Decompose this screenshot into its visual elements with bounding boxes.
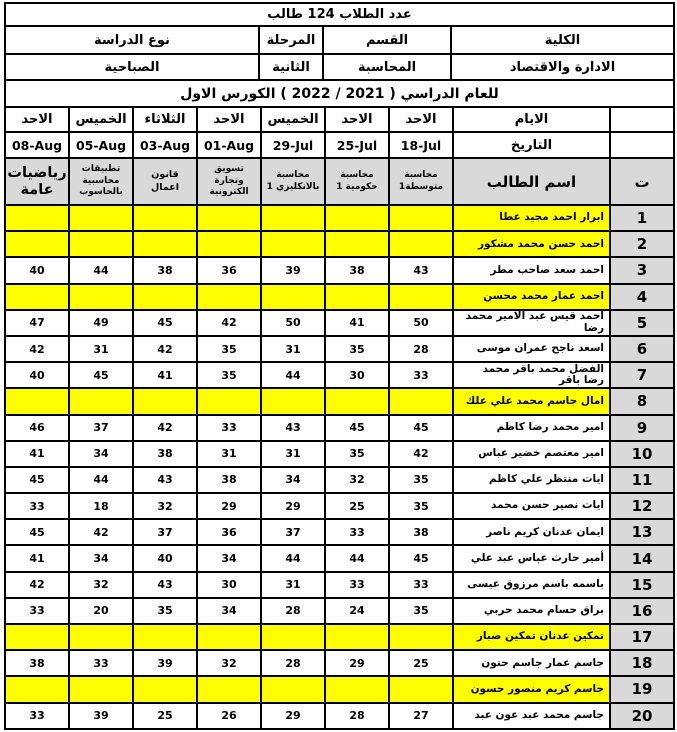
row-number-cell: 12 (611, 494, 673, 518)
grade-cell: 35 (198, 363, 260, 387)
student-name-cell: احمد سعد صاحب مطر (454, 258, 609, 282)
stage-label: المرحلة (260, 27, 322, 53)
student-name-cell: احمد عمار محمد محسن (454, 285, 609, 309)
subject-header: محاسبة بالانكليزي 1 (262, 159, 324, 204)
grade-cell: 31 (70, 337, 132, 361)
grade-cell: 50 (390, 311, 452, 335)
grade-cell: 44 (70, 258, 132, 282)
info-table (4, 2, 675, 108)
student-name-cell: تمكين عدنان تمكين صبار (454, 625, 609, 649)
dates-row-corner-cell (611, 133, 673, 157)
grade-cell: 29 (262, 494, 324, 518)
row-number-cell: 8 (611, 389, 673, 413)
subject-header: محاسبة حكومية 1 (326, 159, 388, 204)
grade-cell: 32 (198, 651, 260, 675)
grade-cell: 38 (198, 468, 260, 492)
grade-cell: 38 (134, 258, 196, 282)
grade-cell: 47 (6, 311, 68, 335)
grade-cell: 35 (198, 337, 260, 361)
grade-cell: 42 (390, 442, 452, 466)
grade-cell (390, 232, 452, 256)
grade-cell: 35 (134, 599, 196, 623)
grade-cell: 31 (262, 442, 324, 466)
subject-header: محاسبة متوسطة1 (390, 159, 452, 204)
grade-cell: 38 (134, 442, 196, 466)
grade-cell (326, 625, 388, 649)
grade-cell: 33 (198, 416, 260, 440)
grade-cell: 36 (198, 258, 260, 282)
grade-cell (390, 206, 452, 230)
grade-cell: 41 (6, 546, 68, 570)
grade-cell: 35 (326, 337, 388, 361)
grade-cell: 45 (390, 546, 452, 570)
grade-cell: 45 (134, 311, 196, 335)
grades-table (4, 108, 675, 730)
grade-cell (70, 206, 132, 230)
grade-cell (134, 206, 196, 230)
student-name-cell: ابرار احمد مجيد عطا (454, 206, 609, 230)
grade-cell: 28 (326, 704, 388, 728)
grade-cell: 41 (6, 442, 68, 466)
grade-cell (262, 389, 324, 413)
grade-cell: 41 (134, 363, 196, 387)
student-name-cell: ايات منتظر علي كاظم (454, 468, 609, 492)
grade-cell (70, 625, 132, 649)
grade-cell: 35 (326, 442, 388, 466)
department-label: القسم (324, 27, 450, 53)
grade-cell: 45 (326, 416, 388, 440)
grade-cell: 20 (70, 599, 132, 623)
student-name-cell: ايمان عدنان كريم ناصر (454, 520, 609, 544)
student-name-cell: الفضل محمد باقر محمد رضا باقر (454, 363, 609, 387)
date-cell: 25-Jul (326, 133, 388, 157)
day-cell: الثلاثاء (134, 108, 196, 131)
student-name-cell: امير معتصم خضير عباس (454, 442, 609, 466)
date-cell: 18-Jul (390, 133, 452, 157)
grade-cell: 44 (326, 546, 388, 570)
grade-cell: 31 (262, 573, 324, 597)
grade-cell (326, 677, 388, 701)
row-number-cell: 10 (611, 442, 673, 466)
row-number-cell: 13 (611, 520, 673, 544)
grade-cell: 43 (134, 468, 196, 492)
grade-cell (6, 677, 68, 701)
grade-cell (390, 625, 452, 649)
day-cell: الاحد (198, 108, 260, 131)
grade-cell (390, 389, 452, 413)
days-row-corner-cell (611, 108, 673, 131)
row-number-cell: 9 (611, 416, 673, 440)
grade-cell: 46 (6, 416, 68, 440)
day-cell: الاحد (326, 108, 388, 131)
grade-cell: 32 (70, 573, 132, 597)
grade-cell: 33 (6, 599, 68, 623)
grade-cell (134, 389, 196, 413)
subject-header: تسويق وتجارة الكترونية (198, 159, 260, 204)
grade-cell: 45 (6, 520, 68, 544)
grade-cell: 25 (326, 494, 388, 518)
grade-cell: 38 (326, 258, 388, 282)
grade-cell: 37 (134, 520, 196, 544)
date-cell: 01-Aug (198, 133, 260, 157)
grade-cell (134, 232, 196, 256)
grade-cell (326, 232, 388, 256)
students-count-title: عدد الطلاب 124 طالب (6, 4, 673, 25)
grade-cell: 35 (390, 599, 452, 623)
row-number-cell: 14 (611, 546, 673, 570)
grade-cell: 37 (262, 520, 324, 544)
grade-cell: 50 (262, 311, 324, 335)
grade-cell: 33 (326, 573, 388, 597)
student-name-cell: براق حسام محمد حربي (454, 599, 609, 623)
grade-cell: 39 (70, 704, 132, 728)
grade-cell: 43 (390, 258, 452, 282)
row-number-cell: 17 (611, 625, 673, 649)
grade-cell (134, 677, 196, 701)
grade-cell: 43 (134, 573, 196, 597)
grade-cell: 34 (70, 442, 132, 466)
grade-cell (6, 232, 68, 256)
grade-cell: 25 (390, 651, 452, 675)
student-name-cell: جاسم محمد عبد عون عبد (454, 704, 609, 728)
grade-cell: 45 (6, 468, 68, 492)
academic-year-title: للعام الدراسي ( 2021 / 2022 ) الكورس الاول (6, 81, 673, 106)
grade-cell: 33 (6, 704, 68, 728)
grade-cell: 42 (70, 520, 132, 544)
student-name-cell: ايات نصير حسن محمد (454, 494, 609, 518)
student-name-cell: جاسم عمار جاسم حنون (454, 651, 609, 675)
grade-cell: 45 (70, 363, 132, 387)
grade-cell: 35 (390, 468, 452, 492)
grade-cell (70, 677, 132, 701)
subject-header: رياضيات عامة (6, 159, 68, 204)
study-type-value: الصباحية (6, 55, 258, 79)
student-name-cell: باسمه باسم مرزوق عيسى (454, 573, 609, 597)
department-value: المحاسبة (324, 55, 450, 79)
college-label: الكلية (452, 27, 673, 53)
grade-cell: 42 (198, 311, 260, 335)
grade-cell: 38 (6, 651, 68, 675)
student-name-cell: احمد قيس عبد الامير محمد رضا (454, 311, 609, 335)
date-cell: 03-Aug (134, 133, 196, 157)
grade-cell (6, 285, 68, 309)
grade-cell: 29 (262, 704, 324, 728)
date-cell: 05-Aug (70, 133, 132, 157)
grade-cell: 28 (262, 599, 324, 623)
days-row-label: الايام (454, 108, 609, 131)
grade-cell: 29 (326, 651, 388, 675)
grade-cell (326, 389, 388, 413)
grade-cell (326, 206, 388, 230)
grade-cell: 42 (6, 337, 68, 361)
grade-cell: 34 (262, 468, 324, 492)
student-name-cell: جاسم كريم منصور حسون (454, 677, 609, 701)
grade-cell (390, 285, 452, 309)
grade-cell: 26 (198, 704, 260, 728)
grade-cell: 40 (6, 363, 68, 387)
grade-cell (198, 285, 260, 309)
grade-cell (198, 389, 260, 413)
grade-cell: 40 (134, 546, 196, 570)
student-name-cell: احمد حسن محمد مشكور (454, 232, 609, 256)
day-cell: الاحد (6, 108, 68, 131)
row-number-cell: 6 (611, 337, 673, 361)
grade-cell (70, 285, 132, 309)
grade-cell (390, 677, 452, 701)
grade-cell (262, 625, 324, 649)
grade-cell: 31 (262, 337, 324, 361)
grade-cell: 44 (262, 546, 324, 570)
grade-cell: 34 (198, 599, 260, 623)
grade-cell (6, 206, 68, 230)
grade-cell: 33 (326, 520, 388, 544)
grade-cell: 32 (326, 468, 388, 492)
grade-cell (262, 206, 324, 230)
grade-cell: 28 (262, 651, 324, 675)
student-name-cell: امال جاسم محمد علي علك (454, 389, 609, 413)
date-cell: 08-Aug (6, 133, 68, 157)
grade-cell: 45 (390, 416, 452, 440)
day-cell: الاحد (390, 108, 452, 131)
subject-header: تطبيقات محاسبية بالحاسوب (70, 159, 132, 204)
day-cell: الخميس (262, 108, 324, 131)
date-cell: 29-Jul (262, 133, 324, 157)
grade-cell (198, 625, 260, 649)
student-name-header: اسم الطالب (454, 159, 609, 204)
grade-cell: 44 (262, 363, 324, 387)
grade-cell: 41 (326, 311, 388, 335)
grade-cell: 31 (198, 442, 260, 466)
study-type-label: نوع الدراسة (6, 27, 258, 53)
grade-cell (70, 389, 132, 413)
student-name-cell: أمير حارث عباس عبد علي (454, 546, 609, 570)
grade-cell (70, 232, 132, 256)
student-name-cell: امير محمد رضا كاظم (454, 416, 609, 440)
grade-cell: 33 (390, 573, 452, 597)
row-number-cell: 4 (611, 285, 673, 309)
row-number-cell: 19 (611, 677, 673, 701)
grade-cell (262, 232, 324, 256)
grade-cell: 44 (70, 468, 132, 492)
grade-cell: 42 (134, 337, 196, 361)
grade-cell: 35 (390, 494, 452, 518)
row-number-cell: 1 (611, 206, 673, 230)
grade-cell: 40 (6, 258, 68, 282)
row-number-cell: 7 (611, 363, 673, 387)
grade-cell: 33 (70, 651, 132, 675)
grade-cell: 18 (70, 494, 132, 518)
row-number-cell: 5 (611, 311, 673, 335)
day-cell: الخميس (70, 108, 132, 131)
grade-cell: 34 (70, 546, 132, 570)
grade-cell: 36 (198, 520, 260, 544)
grade-cell: 38 (390, 520, 452, 544)
row-number-cell: 11 (611, 468, 673, 492)
grade-cell: 37 (70, 416, 132, 440)
grade-cell (262, 285, 324, 309)
row-number-cell: 20 (611, 704, 673, 728)
grade-cell (198, 206, 260, 230)
row-number-cell: 16 (611, 599, 673, 623)
grade-cell: 27 (390, 704, 452, 728)
grade-cell: 49 (70, 311, 132, 335)
row-number-cell: 18 (611, 651, 673, 675)
grade-cell (262, 677, 324, 701)
grade-cell (198, 677, 260, 701)
grade-cell: 24 (326, 599, 388, 623)
grade-cell: 39 (262, 258, 324, 282)
grade-cell: 39 (134, 651, 196, 675)
grade-cell (134, 285, 196, 309)
grade-cell (6, 389, 68, 413)
stage-value: الثانية (260, 55, 322, 79)
grade-cell (198, 232, 260, 256)
student-name-cell: اسعد ناجح عمران موسى (454, 337, 609, 361)
grade-cell: 30 (326, 363, 388, 387)
grade-cell: 28 (390, 337, 452, 361)
grade-cell: 43 (262, 416, 324, 440)
grade-cell: 33 (390, 363, 452, 387)
dates-row-label: التاريخ (454, 133, 609, 157)
row-number-cell: 15 (611, 573, 673, 597)
row-number-cell: 2 (611, 232, 673, 256)
grade-cell: 34 (198, 546, 260, 570)
grade-cell (134, 625, 196, 649)
subject-header: قانون اعمال (134, 159, 196, 204)
college-value: الادارة والاقتصاد (452, 55, 673, 79)
grade-cell: 32 (134, 494, 196, 518)
index-column-header: ت (611, 159, 673, 204)
grade-cell: 33 (6, 494, 68, 518)
grade-cell (326, 285, 388, 309)
grade-cell: 30 (198, 573, 260, 597)
grade-cell: 42 (134, 416, 196, 440)
grade-cell (6, 625, 68, 649)
row-number-cell: 3 (611, 258, 673, 282)
grade-cell: 25 (134, 704, 196, 728)
grade-cell: 29 (198, 494, 260, 518)
grade-cell: 42 (6, 573, 68, 597)
